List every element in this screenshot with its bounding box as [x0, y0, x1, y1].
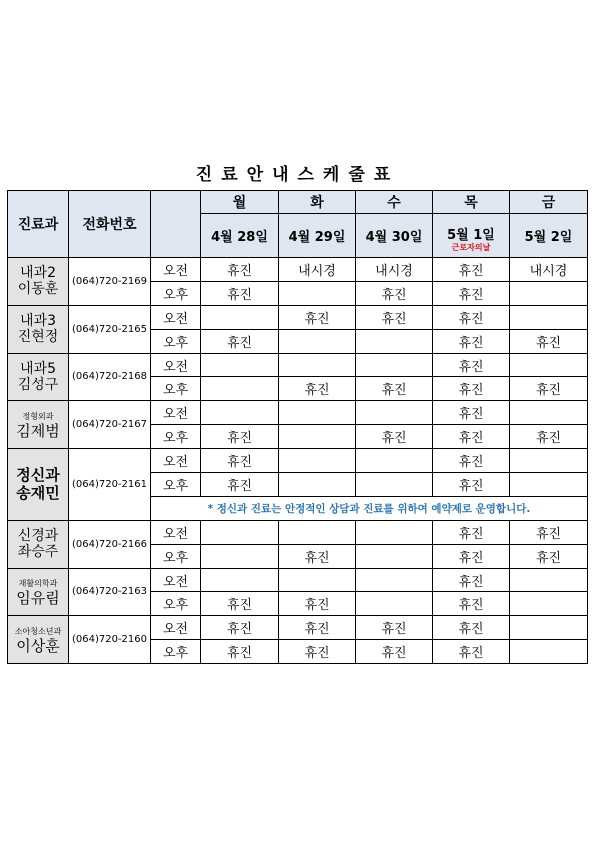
- schedule-cell: 휴진: [433, 305, 510, 329]
- schedule-cell: [356, 544, 433, 568]
- schedule-cell: [510, 353, 588, 377]
- schedule-cell: [201, 305, 279, 329]
- department-cell: [8, 616, 69, 664]
- date-label: 4월 29일: [288, 230, 346, 245]
- session-pm-label: 오후: [151, 592, 201, 616]
- schedule-row: [8, 305, 588, 329]
- phone-number: (064)720-2167: [69, 401, 151, 449]
- schedule-table: [7, 190, 588, 664]
- schedule-cell: 휴진: [279, 377, 356, 401]
- date-label: 5월 1일: [447, 227, 495, 243]
- doctor-name: 송재민: [16, 484, 60, 503]
- day-name-header: 월: [201, 191, 279, 214]
- schedule-cell: [279, 281, 356, 305]
- phone-column-header: 전화번호: [69, 191, 151, 258]
- schedule-cell: 휴진: [201, 258, 279, 282]
- session-am-label: 오전: [151, 616, 201, 640]
- schedule-cell: [356, 353, 433, 377]
- session-pm-label: 오후: [151, 473, 201, 497]
- schedule-cell: 휴진: [279, 616, 356, 640]
- schedule-cell: [201, 377, 279, 401]
- session-pm-label: 오후: [151, 544, 201, 568]
- schedule-row: [8, 520, 588, 544]
- date-header: [433, 214, 510, 258]
- department-cell: [8, 353, 69, 401]
- page-title: 진료안내스케줄표: [195, 165, 400, 185]
- department-cell: [8, 449, 69, 521]
- department-cell: [8, 305, 69, 353]
- schedule-cell: 휴진: [433, 425, 510, 449]
- department-cell: [8, 401, 69, 449]
- session-pm-label: 오후: [151, 281, 201, 305]
- schedule-cell: 휴진: [356, 640, 433, 664]
- schedule-cell: 휴진: [201, 329, 279, 353]
- schedule-row: [8, 258, 588, 282]
- schedule-cell: [279, 425, 356, 449]
- schedule-body: [8, 258, 588, 664]
- schedule-cell: 휴진: [433, 473, 510, 497]
- department-name: 정신과: [16, 466, 60, 485]
- date-header: [279, 214, 356, 258]
- schedule-cell: [356, 449, 433, 473]
- schedule-cell: [510, 449, 588, 473]
- schedule-cell: 휴진: [201, 473, 279, 497]
- date-header: [510, 214, 588, 258]
- schedule-cell: 내시경: [279, 258, 356, 282]
- department-cell: [8, 258, 69, 306]
- doctor-name: 임유림: [16, 588, 60, 607]
- session-am-label: 오전: [151, 568, 201, 592]
- schedule-cell: 휴진: [356, 616, 433, 640]
- date-header: [356, 214, 433, 258]
- phone-number: (064)720-2166: [69, 520, 151, 568]
- schedule-cell: 휴진: [433, 544, 510, 568]
- schedule-cell: [510, 616, 588, 640]
- phone-number: (064)720-2161: [69, 449, 151, 521]
- doctor-name: 진현정: [17, 329, 59, 346]
- schedule-cell: 휴진: [201, 592, 279, 616]
- schedule-cell: 휴진: [279, 592, 356, 616]
- schedule-cell: 휴진: [279, 544, 356, 568]
- date-header: [201, 214, 279, 258]
- schedule-cell: [279, 353, 356, 377]
- department-name: 내과3: [20, 313, 56, 330]
- schedule-cell: [510, 401, 588, 425]
- schedule-cell: 휴진: [433, 520, 510, 544]
- day-name-header: 수: [356, 191, 433, 214]
- date-label: 5월 2일: [524, 230, 573, 245]
- schedule-cell: 휴진: [356, 425, 433, 449]
- schedule-cell: [201, 401, 279, 425]
- schedule-cell: 휴진: [433, 616, 510, 640]
- schedule-cell: [356, 568, 433, 592]
- schedule-cell: [279, 401, 356, 425]
- phone-number: (064)720-2163: [69, 568, 151, 616]
- day-name-header: 목: [433, 191, 510, 214]
- doctor-name: 김성구: [17, 376, 59, 393]
- schedule-cell: [279, 473, 356, 497]
- department-name: 정형외과: [22, 411, 54, 421]
- doctor-name: 이동훈: [17, 281, 59, 298]
- department-name: 소아청소년과: [14, 626, 62, 636]
- department-cell: [8, 568, 69, 616]
- phone-number: (064)720-2160: [69, 616, 151, 664]
- schedule-cell: [510, 281, 588, 305]
- schedule-cell: 휴진: [356, 305, 433, 329]
- session-am-label: 오전: [151, 401, 201, 425]
- schedule-cell: [279, 449, 356, 473]
- schedule-cell: 휴진: [201, 281, 279, 305]
- schedule-cell: 휴진: [433, 258, 510, 282]
- department-name: 신경과: [17, 528, 59, 545]
- schedule-cell: [356, 520, 433, 544]
- schedule-cell: 휴진: [279, 640, 356, 664]
- doctor-name: 이상훈: [16, 636, 60, 655]
- schedule-row: [8, 401, 588, 425]
- schedule-cell: [279, 520, 356, 544]
- schedule-cell: 휴진: [433, 401, 510, 425]
- schedule-cell: [356, 329, 433, 353]
- phone-number: (064)720-2168: [69, 353, 151, 401]
- session-pm-label: 오후: [151, 329, 201, 353]
- schedule-cell: [279, 329, 356, 353]
- schedule-row: [8, 449, 588, 473]
- date-label: 4월 28일: [211, 230, 268, 245]
- department-name: 내과5: [20, 360, 56, 377]
- schedule-cell: 휴진: [433, 281, 510, 305]
- schedule-cell: [356, 473, 433, 497]
- schedule-cell: [510, 568, 588, 592]
- session-am-label: 오전: [151, 353, 201, 377]
- doctor-name: 좌승주: [17, 544, 59, 561]
- schedule-cell: 휴진: [433, 377, 510, 401]
- schedule-cell: 휴진: [433, 353, 510, 377]
- department-name: 재활의학과: [18, 578, 58, 588]
- schedule-cell: 휴진: [279, 305, 356, 329]
- schedule-cell: [510, 592, 588, 616]
- schedule-cell: [356, 592, 433, 616]
- department-cell: [8, 520, 69, 568]
- phone-number: (064)720-2169: [69, 258, 151, 306]
- schedule-cell: 휴진: [433, 592, 510, 616]
- schedule-cell: 휴진: [356, 377, 433, 401]
- schedule-cell: 휴진: [433, 449, 510, 473]
- schedule-row: [8, 353, 588, 377]
- reservation-note: * 정신과 진료는 안정적인 상담과 진료를 위하여 예약제로 운영합니다.: [151, 496, 588, 520]
- schedule-cell: 휴진: [433, 568, 510, 592]
- doctor-name: 김제범: [16, 421, 60, 440]
- schedule-cell: 휴진: [510, 425, 588, 449]
- session-am-label: 오전: [151, 305, 201, 329]
- schedule-row: [8, 568, 588, 592]
- schedule-cell: 내시경: [356, 258, 433, 282]
- schedule-cell: [201, 353, 279, 377]
- schedule-cell: [510, 305, 588, 329]
- day-name-header: 화: [279, 191, 356, 214]
- phone-number: (064)720-2165: [69, 305, 151, 353]
- schedule-cell: 휴진: [433, 329, 510, 353]
- session-am-label: 오전: [151, 258, 201, 282]
- holiday-label: 근로자의날: [451, 242, 491, 252]
- schedule-cell: 휴진: [510, 520, 588, 544]
- session-column-header: [151, 191, 201, 258]
- schedule-cell: [201, 520, 279, 544]
- session-pm-label: 오후: [151, 425, 201, 449]
- session-am-label: 오전: [151, 449, 201, 473]
- date-label: 4월 30일: [365, 230, 423, 245]
- session-am-label: 오전: [151, 520, 201, 544]
- schedule-row: [8, 616, 588, 640]
- schedule-cell: 휴진: [201, 640, 279, 664]
- schedule-cell: [201, 568, 279, 592]
- schedule-cell: 휴진: [201, 449, 279, 473]
- schedule-cell: 휴진: [510, 377, 588, 401]
- schedule-cell: [356, 401, 433, 425]
- department-name: 내과2: [20, 265, 56, 282]
- schedule-cell: 휴진: [356, 281, 433, 305]
- session-pm-label: 오후: [151, 640, 201, 664]
- schedule-cell: 휴진: [510, 329, 588, 353]
- schedule-cell: 휴진: [433, 640, 510, 664]
- session-pm-label: 오후: [151, 377, 201, 401]
- schedule-cell: 내시경: [510, 258, 588, 282]
- schedule-cell: [510, 640, 588, 664]
- schedule-cell: 휴진: [510, 544, 588, 568]
- schedule-cell: 휴진: [201, 425, 279, 449]
- schedule-cell: [510, 473, 588, 497]
- schedule-cell: [279, 568, 356, 592]
- dept-column-header: 진료과: [8, 191, 69, 258]
- schedule-cell: [201, 544, 279, 568]
- schedule-cell: 휴진: [201, 616, 279, 640]
- day-name-header: 금: [510, 191, 588, 214]
